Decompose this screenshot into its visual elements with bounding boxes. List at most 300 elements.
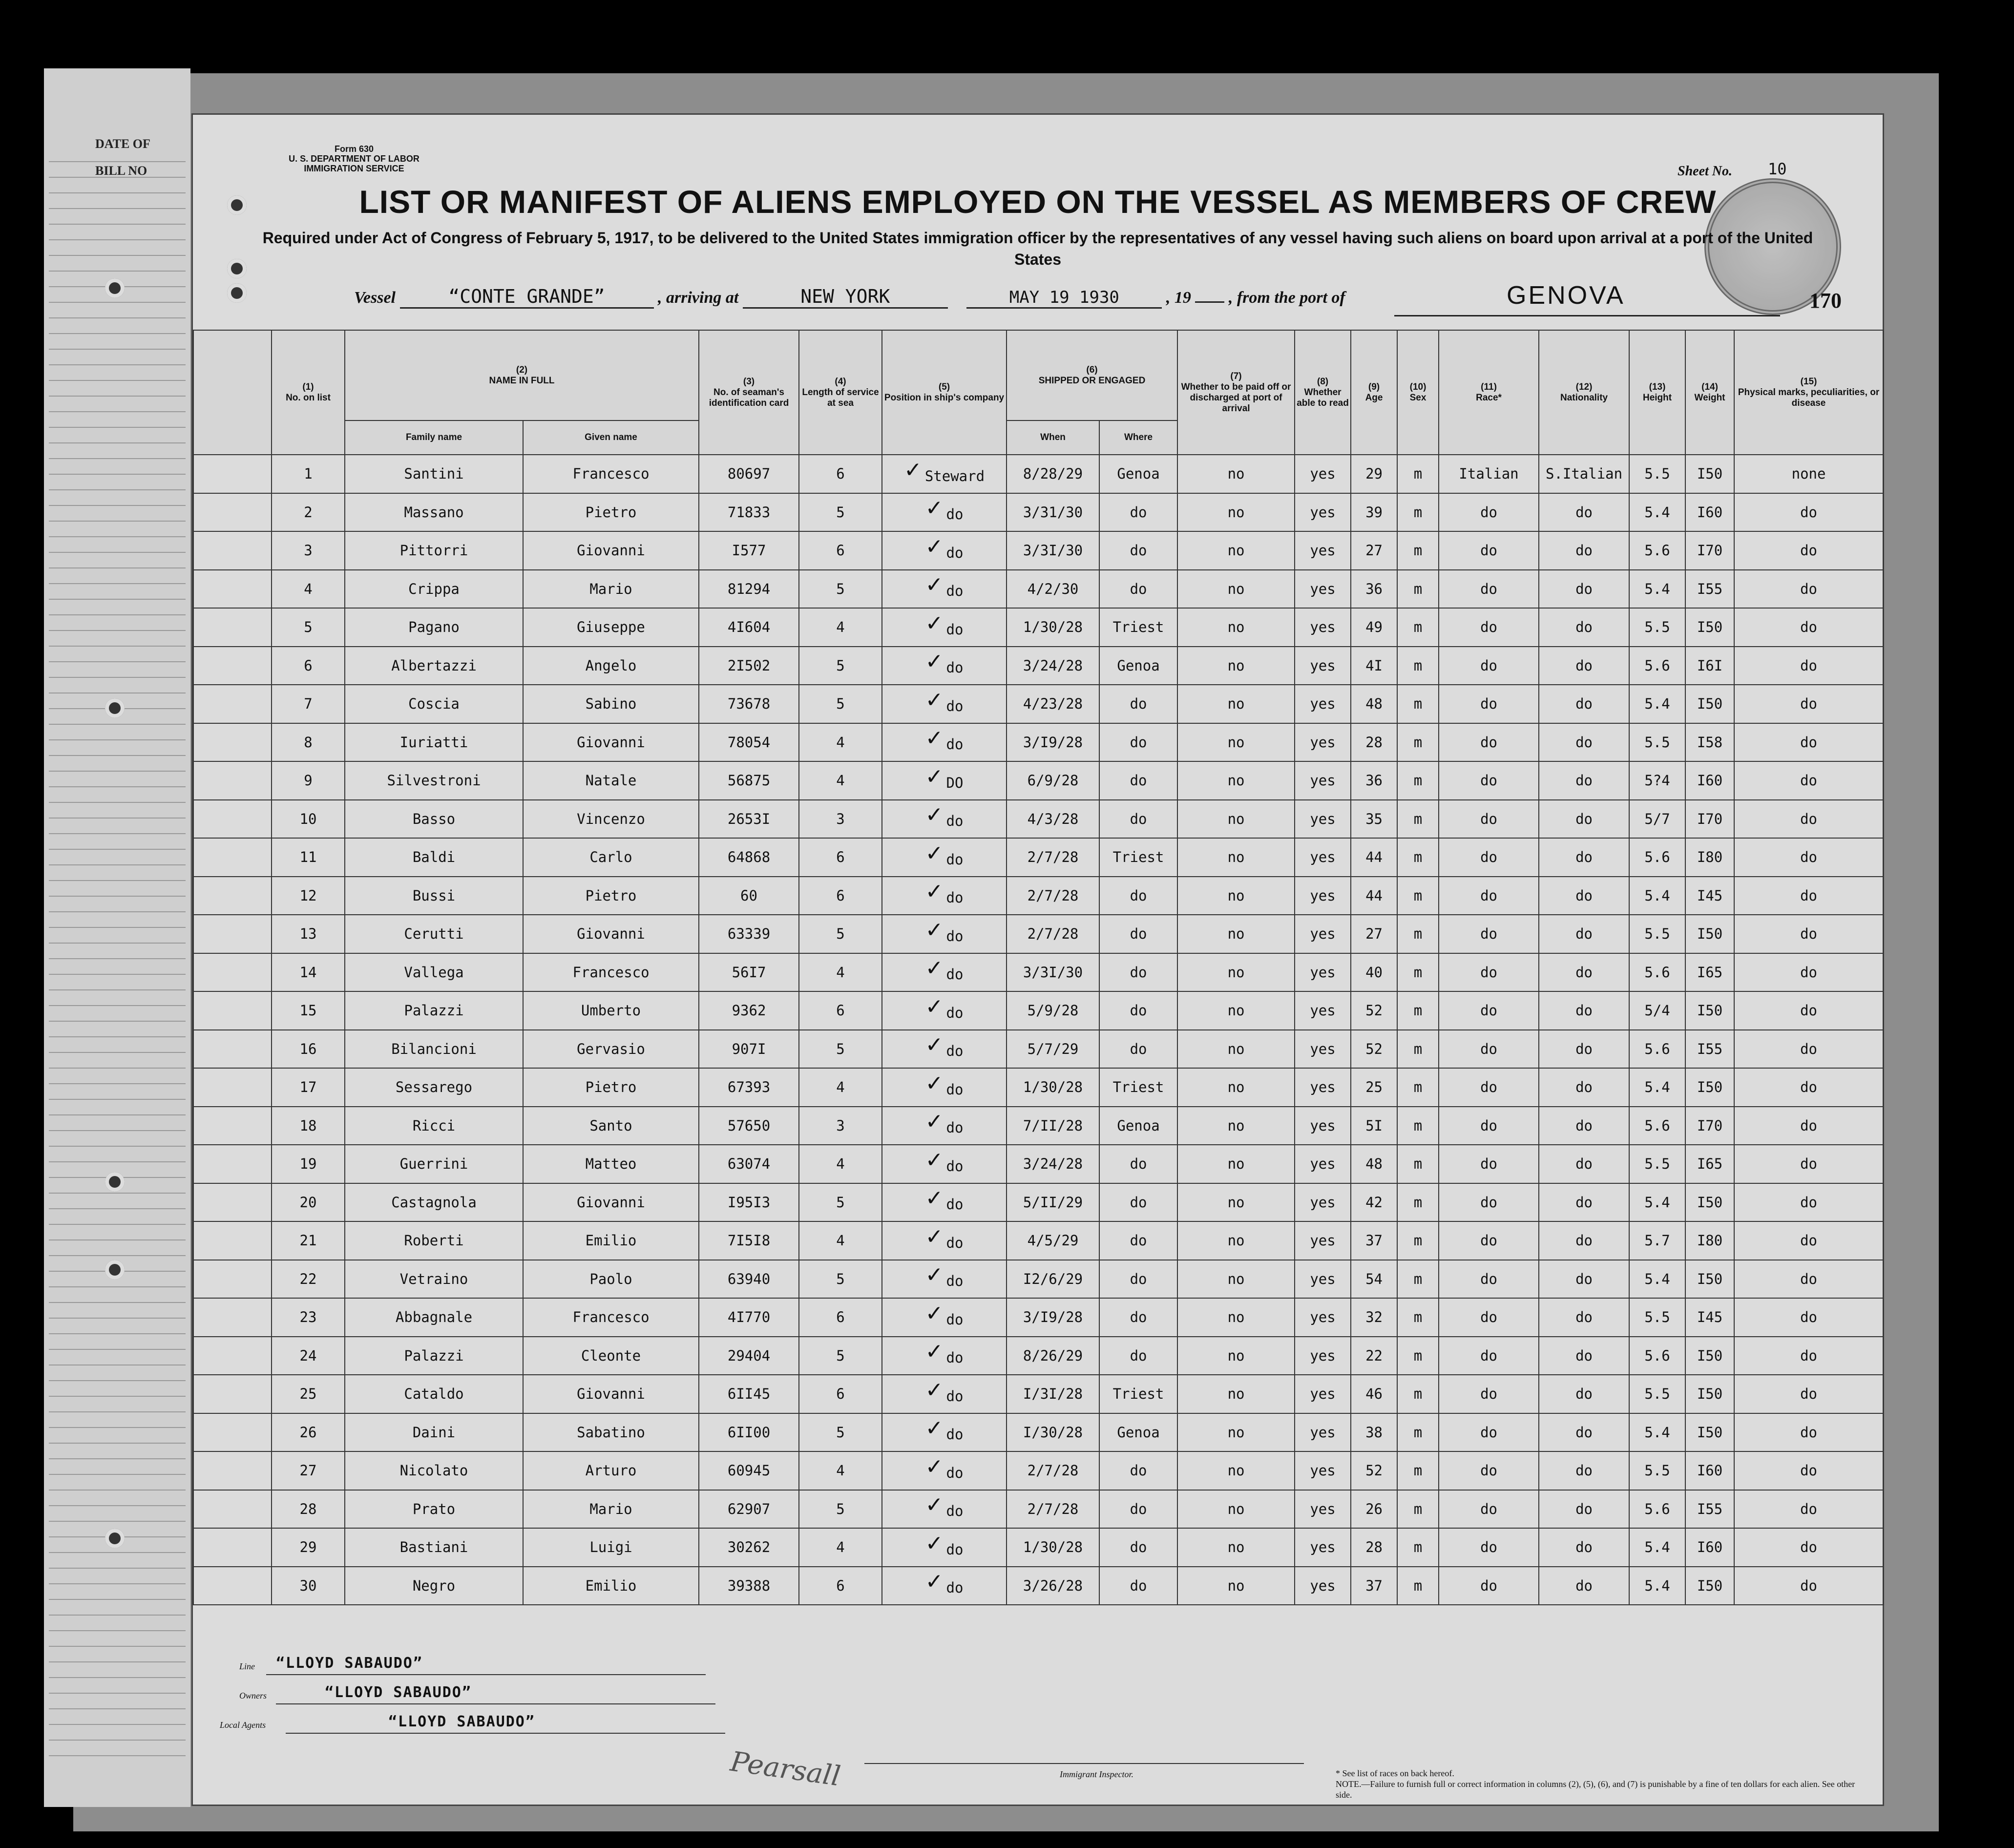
position-text: do (946, 1004, 964, 1021)
checkmark-icon: ✓ (925, 1339, 944, 1365)
cell-service-length: 3 (799, 800, 882, 839)
cell-where: Genoa (1099, 1413, 1177, 1452)
cell-family-name: Cataldo (345, 1375, 523, 1413)
cell-age: 48 (1351, 685, 1397, 723)
cell-family-name: Prato (345, 1490, 523, 1529)
cell-age: 36 (1351, 570, 1397, 609)
cell-position (882, 1413, 1007, 1452)
cell-where: do (1099, 1567, 1177, 1605)
cell-sex: m (1397, 723, 1439, 762)
cell-weight: I6I (1685, 647, 1734, 685)
cell-card-no: 907I (699, 1030, 799, 1069)
cell-nationality: do (1539, 1528, 1629, 1567)
cell-no: 2 (272, 493, 345, 532)
cell-position (882, 915, 1007, 953)
cell-position (882, 1145, 1007, 1183)
cell-age: 52 (1351, 1451, 1397, 1490)
form-service: IMMIGRATION SERVICE (304, 164, 404, 173)
cell-sex: m (1397, 838, 1439, 877)
punch-hole (105, 1260, 125, 1280)
position-text: do (946, 736, 964, 753)
cell-age: 38 (1351, 1413, 1397, 1452)
cell-service-length: 4 (799, 608, 882, 647)
position-text: do (946, 1426, 964, 1443)
arriving-label: , arriving at (658, 289, 739, 307)
cell-family-name: Palazzi (345, 1337, 523, 1375)
cell-card-no: 71833 (699, 493, 799, 532)
cell-service-length: 6 (799, 1567, 882, 1605)
table-row (193, 1337, 1883, 1375)
punch-hole (105, 1172, 125, 1192)
cell-paid-off: no (1177, 838, 1295, 877)
cell-given-name: Giovanni (523, 531, 699, 570)
checkmark-icon: ✓ (925, 1071, 944, 1096)
cell-when: 8/28/29 (1007, 455, 1099, 493)
cell-no: 23 (272, 1298, 345, 1337)
cell-height: 5.5 (1629, 915, 1685, 953)
cell-weight: I50 (1685, 1567, 1734, 1605)
cell-position (882, 1068, 1007, 1107)
cell-race: do (1439, 493, 1539, 532)
cell-race: do (1439, 838, 1539, 877)
cell-given-name: Pietro (523, 493, 699, 532)
cell-no: 5 (272, 608, 345, 647)
cell-position (882, 953, 1007, 992)
cell-position (882, 531, 1007, 570)
cell-card-no: 2653I (699, 800, 799, 839)
cell-given-name: Francesco (523, 953, 699, 992)
cell-paid-off: no (1177, 531, 1295, 570)
cell-able-to-read: yes (1295, 685, 1351, 723)
col-where-header: Where (1099, 420, 1177, 455)
cell-physical-marks: do (1734, 1490, 1883, 1529)
col-given-header: Given name (523, 420, 699, 455)
margin-date-label: DATE OF (95, 137, 150, 151)
cell-physical-marks: do (1734, 1298, 1883, 1337)
cell-sex: m (1397, 1375, 1439, 1413)
cell-when: 6/9/28 (1007, 761, 1099, 800)
cell-physical-marks: do (1734, 723, 1883, 762)
margin-bill-label: BILL NO (95, 164, 147, 178)
position-text: do (946, 1464, 964, 1481)
position-text: do (946, 697, 964, 714)
table-row (193, 1068, 1883, 1107)
col-family-header: Family name (345, 420, 523, 455)
cell-no: 29 (272, 1528, 345, 1567)
cell-physical-marks: do (1734, 953, 1883, 992)
cell-when: 7/II/28 (1007, 1107, 1099, 1145)
position-text: do (946, 1234, 964, 1251)
cell-where: do (1099, 723, 1177, 762)
cell-when: 3/3I/30 (1007, 953, 1099, 992)
cell-no: 18 (272, 1107, 345, 1145)
cell-position (882, 455, 1007, 493)
cell-sex: m (1397, 761, 1439, 800)
cell-card-no: 62907 (699, 1490, 799, 1529)
cell-given-name: Paolo (523, 1260, 699, 1299)
cell-when: 4/5/29 (1007, 1221, 1099, 1260)
cell-card-no: 4I770 (699, 1298, 799, 1337)
cell-family-name: Ricci (345, 1107, 523, 1145)
position-text: do (946, 1387, 964, 1405)
cell-family-name: Crippa (345, 570, 523, 609)
table-row (193, 838, 1883, 877)
cell-family-name: Iuriatti (345, 723, 523, 762)
cell-height: 5.4 (1629, 877, 1685, 915)
cell-height: 5.4 (1629, 685, 1685, 723)
cell-position (882, 570, 1007, 609)
cell-when: 8/26/29 (1007, 1337, 1099, 1375)
cell-sex: m (1397, 1030, 1439, 1069)
cell-given-name: Giovanni (523, 915, 699, 953)
cell-sex: m (1397, 915, 1439, 953)
form-subtitle: Required under Act of Congress of February 5, 1917, to be delivered to the United States immigration officer by the representatives of any vessel having such aliens on board upon arrival at a port of the United States (262, 229, 1813, 268)
cell-sex: m (1397, 1260, 1439, 1299)
cell-nationality: do (1539, 1413, 1629, 1452)
cell-physical-marks: do (1734, 493, 1883, 532)
cell-family-name: Cerutti (345, 915, 523, 953)
cell-able-to-read: yes (1295, 1145, 1351, 1183)
cell-when: 1/30/28 (1007, 1068, 1099, 1107)
cell-nationality: do (1539, 1145, 1629, 1183)
col-weight-header: (14) Weight (1685, 330, 1734, 455)
cell-given-name: Pietro (523, 1068, 699, 1107)
cell-age: 39 (1351, 493, 1397, 532)
cell-nationality: do (1539, 531, 1629, 570)
cell-race: do (1439, 570, 1539, 609)
cell-card-no: 63339 (699, 915, 799, 953)
checkmark-icon: ✓ (925, 1531, 944, 1556)
checkmark-icon: ✓ (925, 1262, 944, 1288)
cell-able-to-read: yes (1295, 953, 1351, 992)
cell-when: I2/6/29 (1007, 1260, 1099, 1299)
cell-nationality: do (1539, 915, 1629, 953)
cell-race: do (1439, 1298, 1539, 1337)
col-service-header: (4) Length of service at sea (799, 330, 882, 455)
cell-when: 3/24/28 (1007, 1145, 1099, 1183)
form-number: Form 630 (334, 144, 374, 154)
cell-physical-marks: do (1734, 1107, 1883, 1145)
cell-paid-off: no (1177, 647, 1295, 685)
cell-given-name: Giovanni (523, 1183, 699, 1222)
cell-height: 5.6 (1629, 953, 1685, 992)
cell-age: 29 (1351, 455, 1397, 493)
cell-weight: I50 (1685, 455, 1734, 493)
cell-physical-marks: do (1734, 761, 1883, 800)
cell-given-name: Francesco (523, 455, 699, 493)
cell-weight: I70 (1685, 531, 1734, 570)
cell-able-to-read: yes (1295, 877, 1351, 915)
cell-age: 27 (1351, 531, 1397, 570)
table-row (193, 877, 1883, 915)
cell-physical-marks: do (1734, 1030, 1883, 1069)
position-text: do (946, 813, 964, 830)
table-row (193, 493, 1883, 532)
cell-weight: I60 (1685, 493, 1734, 532)
cell-able-to-read: yes (1295, 1375, 1351, 1413)
page-number: 170 (1809, 289, 1842, 313)
cell-physical-marks: do (1734, 1260, 1883, 1299)
punch-hole (227, 259, 247, 278)
cell-when: 4/3/28 (1007, 800, 1099, 839)
cell-weight: I50 (1685, 1260, 1734, 1299)
position-text: do (946, 851, 964, 868)
cell-no: 14 (272, 953, 345, 992)
cell-card-no: 81294 (699, 570, 799, 609)
cell-sex: m (1397, 1221, 1439, 1260)
checkmark-icon: ✓ (925, 840, 944, 866)
margin-cell (193, 1221, 272, 1260)
cell-where: do (1099, 915, 1177, 953)
owners-label: Owners (239, 1691, 267, 1701)
cell-no: 8 (272, 723, 345, 762)
checkmark-icon: ✓ (925, 610, 944, 636)
cell-card-no: 63940 (699, 1260, 799, 1299)
cell-service-length: 4 (799, 1145, 882, 1183)
cell-when: 2/7/28 (1007, 877, 1099, 915)
cell-nationality: do (1539, 1375, 1629, 1413)
cell-paid-off: no (1177, 1068, 1295, 1107)
cell-weight: I45 (1685, 877, 1734, 915)
cell-age: 40 (1351, 953, 1397, 992)
cell-nationality: do (1539, 1030, 1629, 1069)
cell-race: do (1439, 531, 1539, 570)
cell-physical-marks: do (1734, 800, 1883, 839)
cell-age: 22 (1351, 1337, 1397, 1375)
cell-age: 28 (1351, 1528, 1397, 1567)
cell-race: do (1439, 1567, 1539, 1605)
cell-paid-off: no (1177, 1375, 1295, 1413)
cell-when: 3/3I/30 (1007, 531, 1099, 570)
cell-family-name: Baldi (345, 838, 523, 877)
col-card-header: (3) No. of seaman's identification card (699, 330, 799, 455)
cell-given-name: Sabatino (523, 1413, 699, 1452)
margin-cell (193, 838, 272, 877)
cell-where: do (1099, 1260, 1177, 1299)
margin-cell (193, 455, 272, 493)
position-text: do (946, 506, 964, 523)
cell-where: do (1099, 1451, 1177, 1490)
checkmark-icon: ✓ (925, 1109, 944, 1134)
cell-nationality: do (1539, 1107, 1629, 1145)
cell-race: do (1439, 761, 1539, 800)
margin-cell (193, 1375, 272, 1413)
cell-age: 49 (1351, 608, 1397, 647)
cell-no: 20 (272, 1183, 345, 1222)
cell-where: do (1099, 877, 1177, 915)
cell-nationality: do (1539, 647, 1629, 685)
table-row (193, 1030, 1883, 1069)
cell-able-to-read: yes (1295, 1337, 1351, 1375)
margin-cell (193, 493, 272, 532)
cell-family-name: Negro (345, 1567, 523, 1605)
cell-weight: I55 (1685, 1030, 1734, 1069)
cell-position (882, 1183, 1007, 1222)
cell-family-name: Bastiani (345, 1528, 523, 1567)
cell-able-to-read: yes (1295, 1260, 1351, 1299)
inspector-signature: Pearsall (728, 1745, 842, 1793)
margin-cell (193, 1107, 272, 1145)
cell-nationality: do (1539, 1337, 1629, 1375)
cell-no: 24 (272, 1337, 345, 1375)
position-text: do (946, 544, 964, 561)
cell-physical-marks: do (1734, 1413, 1883, 1452)
cell-card-no: 56875 (699, 761, 799, 800)
cell-race: do (1439, 1107, 1539, 1145)
cell-card-no: 6II45 (699, 1375, 799, 1413)
cell-nationality: do (1539, 1298, 1629, 1337)
col-height-header: (13) Height (1629, 330, 1685, 455)
cell-given-name: Emilio (523, 1221, 699, 1260)
checkmark-icon: ✓ (925, 687, 944, 713)
cell-family-name: Silvestroni (345, 761, 523, 800)
cell-position (882, 838, 1007, 877)
cell-when: 2/7/28 (1007, 1490, 1099, 1529)
cell-when: 4/2/30 (1007, 570, 1099, 609)
penalty-note: NOTE.—Failure to furnish full or correct information in columns (2), (5), (6), and (7) is punishable by a fine of ten dollars for each alien. See other side. (1336, 1779, 1855, 1800)
line-label: Line (239, 1661, 255, 1671)
cell-race: do (1439, 1528, 1539, 1567)
cell-height: 5.4 (1629, 1413, 1685, 1452)
checkmark-icon: ✓ (925, 1147, 944, 1173)
cell-service-length: 6 (799, 1375, 882, 1413)
col-nationality-header: (12) Nationality (1539, 330, 1629, 455)
cell-weight: I55 (1685, 1490, 1734, 1529)
cell-paid-off: no (1177, 1107, 1295, 1145)
table-row (193, 570, 1883, 609)
position-text: do (946, 1081, 964, 1098)
cell-nationality: do (1539, 838, 1629, 877)
position-text: do (946, 621, 964, 638)
cell-height: 5.5 (1629, 723, 1685, 762)
cell-given-name: Giovanni (523, 723, 699, 762)
cell-where: Triest (1099, 608, 1177, 647)
cell-weight: I60 (1685, 1528, 1734, 1567)
cell-paid-off: no (1177, 1490, 1295, 1529)
cell-age: 32 (1351, 1298, 1397, 1337)
cell-service-length: 6 (799, 877, 882, 915)
cell-height: 5.6 (1629, 647, 1685, 685)
checkmark-icon: ✓ (925, 1454, 944, 1479)
cell-nationality: do (1539, 1451, 1629, 1490)
cell-card-no: 63074 (699, 1145, 799, 1183)
cell-paid-off: no (1177, 1528, 1295, 1567)
cell-card-no: I577 (699, 531, 799, 570)
cell-when: 3/I9/28 (1007, 723, 1099, 762)
cell-family-name: Massano (345, 493, 523, 532)
cell-able-to-read: yes (1295, 1183, 1351, 1222)
cell-family-name: Bussi (345, 877, 523, 915)
cell-age: 5I (1351, 1107, 1397, 1145)
cell-given-name: Cleonte (523, 1337, 699, 1375)
cell-paid-off: no (1177, 1221, 1295, 1260)
margin-cell (193, 608, 272, 647)
margin-cell (193, 915, 272, 953)
cell-position (882, 877, 1007, 915)
cell-no: 10 (272, 800, 345, 839)
cell-physical-marks: do (1734, 1145, 1883, 1183)
cell-paid-off: no (1177, 1451, 1295, 1490)
cell-card-no: 57650 (699, 1107, 799, 1145)
cell-when: 5/9/28 (1007, 991, 1099, 1030)
cell-service-length: 4 (799, 1221, 882, 1260)
cell-service-length: 6 (799, 455, 882, 493)
cell-weight: I50 (1685, 1413, 1734, 1452)
position-text: do (946, 1196, 964, 1213)
checkmark-icon: ✓ (925, 1416, 944, 1441)
checkmark-icon: ✓ (925, 1186, 944, 1211)
cell-weight: I50 (1685, 991, 1734, 1030)
col-age-header: (9) Age (1351, 330, 1397, 455)
cell-family-name: Sessarego (345, 1068, 523, 1107)
cell-sex: m (1397, 1183, 1439, 1222)
cell-where: do (1099, 531, 1177, 570)
cell-family-name: Castagnola (345, 1183, 523, 1222)
cell-sex: m (1397, 608, 1439, 647)
cell-when: 4/23/28 (1007, 685, 1099, 723)
cell-service-length: 5 (799, 1413, 882, 1452)
cell-family-name: Coscia (345, 685, 523, 723)
cell-paid-off: no (1177, 991, 1295, 1030)
cell-card-no: 7I5I8 (699, 1221, 799, 1260)
cell-nationality: do (1539, 1490, 1629, 1529)
cell-when: 3/26/28 (1007, 1567, 1099, 1605)
cell-family-name: Basso (345, 800, 523, 839)
cell-height: 5.5 (1629, 1145, 1685, 1183)
cell-position (882, 800, 1007, 839)
cell-family-name: Pittorri (345, 531, 523, 570)
table-header-row (193, 330, 1883, 420)
cell-when: 5/II/29 (1007, 1183, 1099, 1222)
position-text: do (946, 1311, 964, 1328)
cell-no: 27 (272, 1451, 345, 1490)
cell-height: 5.6 (1629, 1337, 1685, 1375)
cell-race: do (1439, 608, 1539, 647)
cell-where: do (1099, 1030, 1177, 1069)
cell-family-name: Daini (345, 1413, 523, 1452)
cell-sex: m (1397, 1490, 1439, 1529)
cell-height: 5.6 (1629, 1490, 1685, 1529)
cell-position (882, 1451, 1007, 1490)
cell-physical-marks: none (1734, 455, 1883, 493)
table-row (193, 1567, 1883, 1605)
margin-cell (193, 1145, 272, 1183)
checkmark-icon: ✓ (925, 1032, 944, 1058)
inspector-label: Immigrant Inspector. (1060, 1769, 1133, 1779)
cell-paid-off: no (1177, 570, 1295, 609)
cell-when: 2/7/28 (1007, 1451, 1099, 1490)
position-text: do (946, 583, 964, 600)
cell-nationality: S.Italian (1539, 455, 1629, 493)
cell-service-length: 6 (799, 531, 882, 570)
cell-no: 19 (272, 1145, 345, 1183)
manifest-footer (193, 1631, 1883, 1805)
cell-service-length: 4 (799, 1068, 882, 1107)
cell-weight: I80 (1685, 838, 1734, 877)
cell-able-to-read: yes (1295, 1413, 1351, 1452)
cell-age: 37 (1351, 1221, 1397, 1260)
cell-sex: m (1397, 1528, 1439, 1567)
cell-given-name: Giovanni (523, 1375, 699, 1413)
cell-sex: m (1397, 800, 1439, 839)
line-value: “LLOYD SABAUDO” (276, 1655, 423, 1672)
checkmark-icon: ✓ (925, 1224, 944, 1249)
cell-card-no: 60945 (699, 1451, 799, 1490)
cell-when: 5/7/29 (1007, 1030, 1099, 1069)
cell-paid-off: no (1177, 1298, 1295, 1337)
cell-physical-marks: do (1734, 1183, 1883, 1222)
margin-cell (193, 1260, 272, 1299)
